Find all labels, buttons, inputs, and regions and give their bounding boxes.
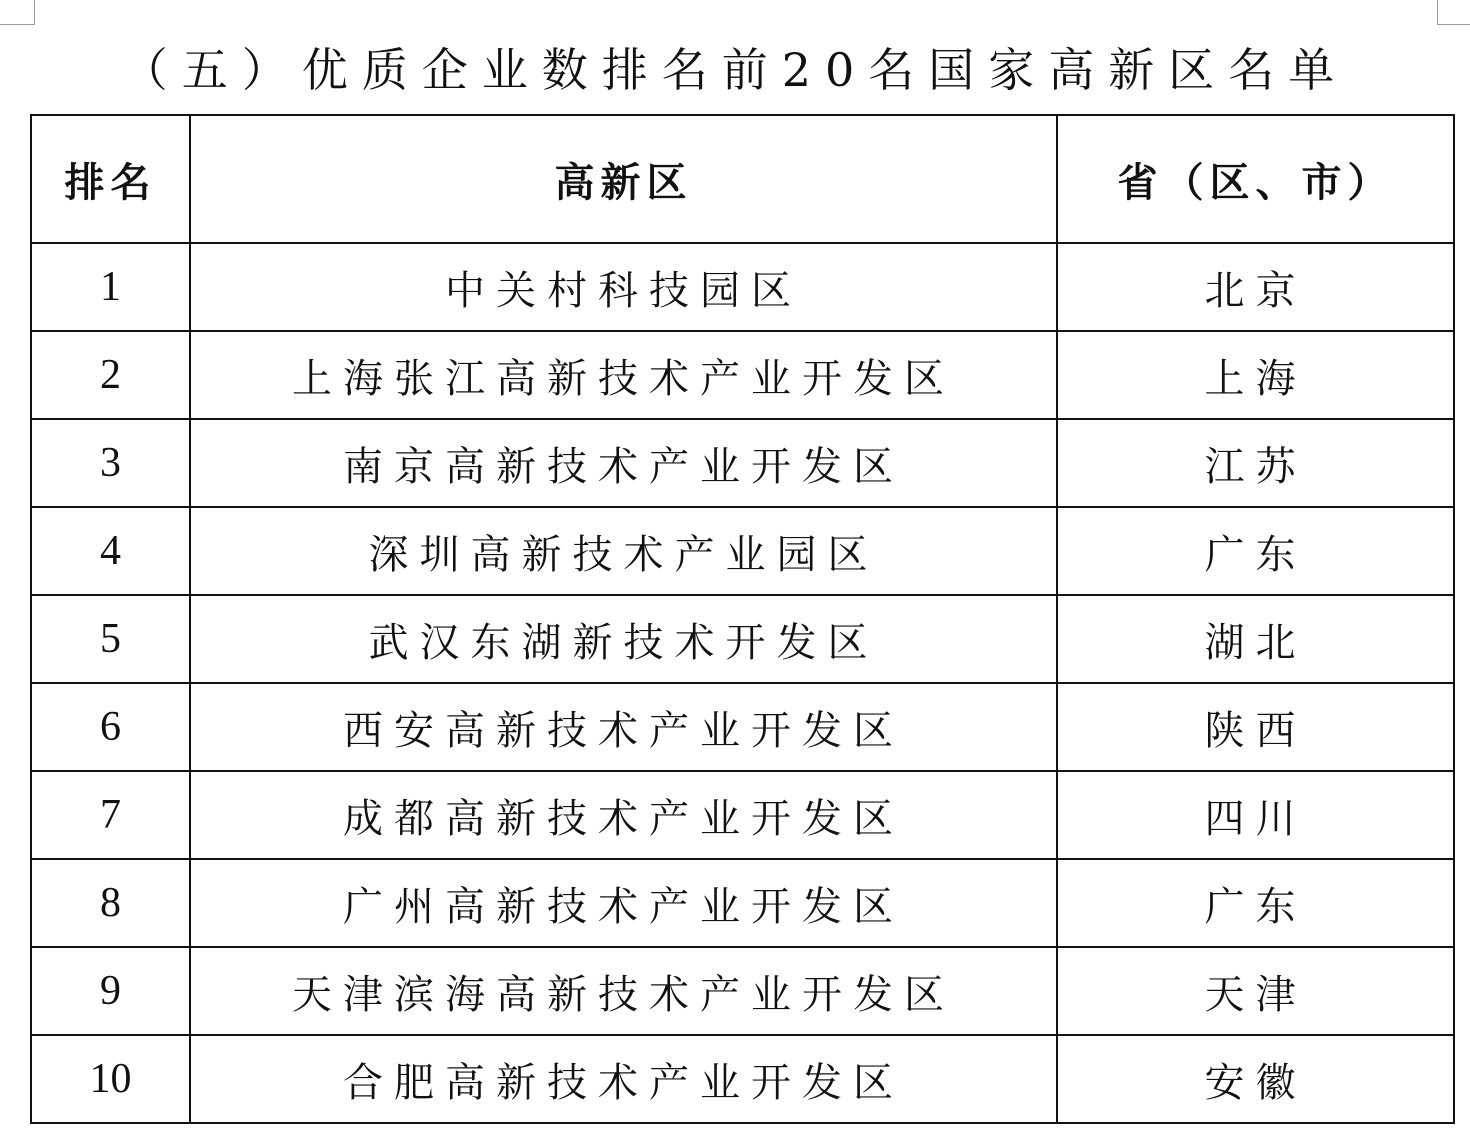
- rank-cell: 6: [31, 683, 190, 771]
- zone-cell: 天津滨海高新技术产业开发区: [190, 947, 1057, 1035]
- province-cell: 上海: [1057, 331, 1454, 419]
- zone-cell: 西安高新技术产业开发区: [190, 683, 1057, 771]
- table-row: [31, 507, 1454, 595]
- table-row: [31, 243, 1454, 331]
- rank-cell: 3: [31, 419, 190, 507]
- zone-cell: 武汉东湖新技术开发区: [190, 595, 1057, 683]
- page-corner-mark-right: [1437, 0, 1470, 25]
- table-row: [31, 1035, 1454, 1123]
- zone-cell: 南京高新技术产业开发区: [190, 419, 1057, 507]
- province-cell: 安徽: [1057, 1035, 1454, 1123]
- document-title: （五）优质企业数排名前20名国家高新区名单: [121, 43, 1349, 97]
- rank-cell: 10: [31, 1035, 190, 1123]
- rank-cell: 9: [31, 947, 190, 1035]
- zone-cell: 广州高新技术产业开发区: [190, 859, 1057, 947]
- province-cell: 广东: [1057, 859, 1454, 947]
- province-cell: 江苏: [1057, 419, 1454, 507]
- rank-cell: 5: [31, 595, 190, 683]
- province-cell: 北京: [1057, 243, 1454, 331]
- table-row: [31, 331, 1454, 419]
- ranking-table: [30, 114, 1455, 1124]
- table-row: [31, 683, 1454, 771]
- zone-cell: 中关村科技园区: [190, 243, 1057, 331]
- province-cell: 陕西: [1057, 683, 1454, 771]
- table-row: [31, 771, 1454, 859]
- rank-cell: 4: [31, 507, 190, 595]
- zone-cell: 深圳高新技术产业园区: [190, 507, 1057, 595]
- table-row: [31, 859, 1454, 947]
- page-corner-mark-left: [0, 0, 35, 25]
- zone-cell: 合肥高新技术产业开发区: [190, 1035, 1057, 1123]
- province-cell: 广东: [1057, 507, 1454, 595]
- rank-cell: 7: [31, 771, 190, 859]
- table-row: [31, 419, 1454, 507]
- province-cell: 四川: [1057, 771, 1454, 859]
- header-province: 省（区、市）: [1057, 115, 1454, 243]
- rank-cell: 2: [31, 331, 190, 419]
- province-cell: 天津: [1057, 947, 1454, 1035]
- header-rank: 排名: [31, 115, 190, 243]
- rank-cell: 8: [31, 859, 190, 947]
- province-cell: 湖北: [1057, 595, 1454, 683]
- table-row: [31, 595, 1454, 683]
- table-header-row: [31, 115, 1454, 243]
- header-zone: 高新区: [190, 115, 1057, 243]
- zone-cell: 上海张江高新技术产业开发区: [190, 331, 1057, 419]
- table-row: [31, 947, 1454, 1035]
- rank-cell: 1: [31, 243, 190, 331]
- zone-cell: 成都高新技术产业开发区: [190, 771, 1057, 859]
